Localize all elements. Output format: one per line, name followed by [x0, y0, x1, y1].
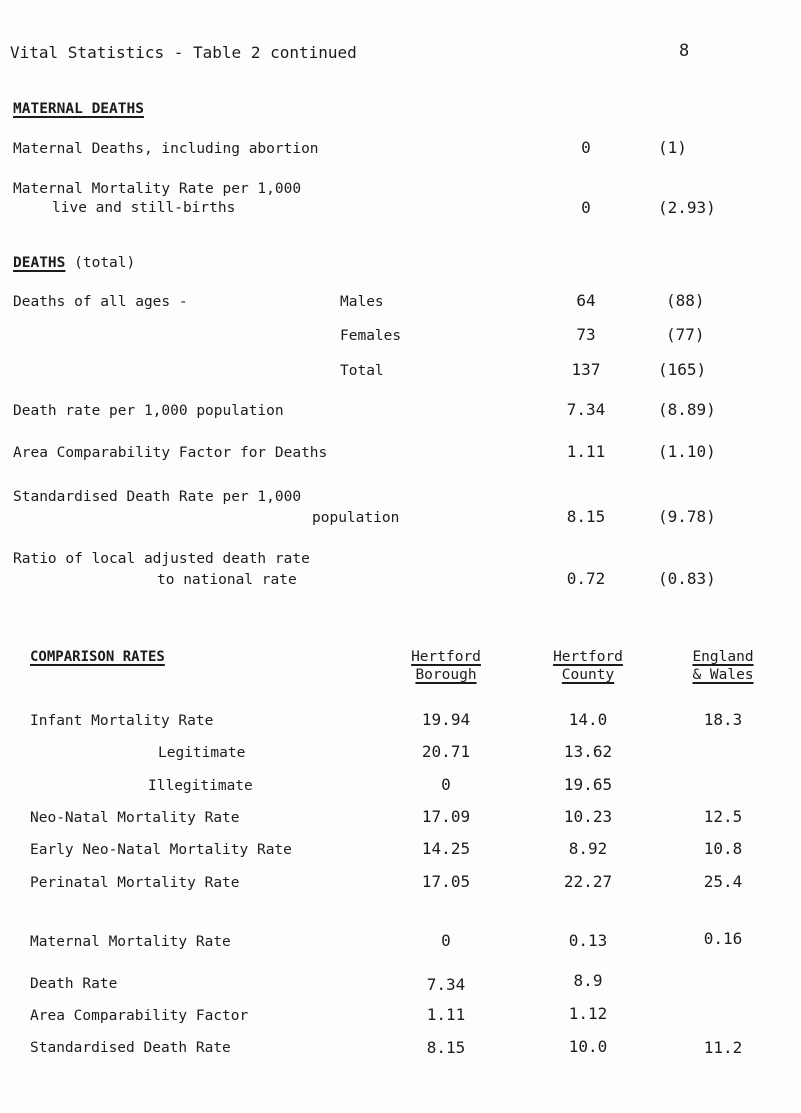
col-borough-line-1: Hertford: [411, 649, 481, 665]
table-cell-england: 10.8: [703, 839, 743, 858]
ratio-label-2: to national rate: [157, 572, 297, 588]
table-cell-borough: 7.34: [426, 975, 466, 994]
table-row-label: Death Rate: [30, 976, 118, 992]
acf-prev: (1.10): [658, 442, 716, 461]
deaths-heading-suffix: (total): [74, 255, 136, 271]
maternal-deaths-value: 0: [581, 138, 591, 157]
total-value: 137: [571, 360, 601, 379]
table-row-label: Neo-Natal Mortality Rate: [30, 810, 240, 826]
maternal-rate-label-1: Maternal Mortality Rate per 1,000: [13, 181, 302, 197]
table-row-label: Illegitimate: [148, 778, 253, 794]
table-row-label: Maternal Mortality Rate: [30, 934, 231, 950]
table-cell-county: 13.62: [563, 742, 613, 761]
sdr-label-2: population: [312, 510, 400, 526]
males-label: Males: [340, 294, 384, 310]
table-row-label: Legitimate: [158, 745, 246, 761]
ratio-prev: (0.83): [658, 569, 716, 588]
sdr-value: 8.15: [566, 507, 606, 526]
col-county-line-1: Hertford: [553, 649, 623, 665]
females-label: Females: [340, 328, 402, 344]
sdr-prev: (9.78): [658, 507, 716, 526]
table-cell-county: 22.27: [563, 872, 613, 891]
table-cell-borough: 19.94: [421, 710, 471, 729]
table-cell-borough: 0: [441, 931, 451, 950]
table-cell-borough: 14.25: [421, 839, 471, 858]
table-row-label: Early Neo-Natal Mortality Rate: [30, 842, 292, 858]
acf-label: Area Comparability Factor for Deaths: [13, 445, 328, 461]
table-cell-england: 25.4: [703, 872, 743, 891]
table-cell-county: 19.65: [563, 775, 613, 794]
table-cell-england: 12.5: [703, 807, 743, 826]
maternal-deaths-prev: (1): [658, 138, 687, 157]
total-label: Total: [340, 363, 384, 379]
table-cell-borough: 8.15: [426, 1038, 466, 1057]
females-prev: (77): [666, 325, 705, 344]
table-cell-county: 1.12: [568, 1004, 608, 1023]
death-rate-prev: (8.89): [658, 400, 716, 419]
table-cell-county: 8.92: [568, 839, 608, 858]
maternal-rate-label-2: live and still-births: [52, 200, 236, 216]
page-title: Vital Statistics - Table 2 continued: [10, 43, 357, 62]
maternal-deaths-heading: MATERNAL DEATHS: [13, 101, 144, 117]
table-cell-borough: 17.05: [421, 872, 471, 891]
table-row-label: Perinatal Mortality Rate: [30, 875, 240, 891]
table-cell-england: 18.3: [703, 710, 743, 729]
maternal-deaths-label: Maternal Deaths, including abortion: [13, 141, 319, 157]
acf-value: 1.11: [566, 442, 606, 461]
males-value: 64: [576, 291, 596, 310]
maternal-rate-value: 0: [581, 198, 591, 217]
table-row-label: Area Comparability Factor: [30, 1008, 249, 1024]
death-rate-label: Death rate per 1,000 population: [13, 403, 284, 419]
col-england-line-1: England: [692, 649, 754, 665]
deaths-all-ages-label: Deaths of all ages -: [13, 294, 188, 310]
table-cell-england: 0.16: [703, 929, 743, 948]
table-cell-county: 14.0: [568, 710, 608, 729]
col-borough-line-2: Borough: [415, 667, 477, 683]
table-cell-county: 0.13: [568, 931, 608, 950]
table-cell-county: 10.23: [563, 807, 613, 826]
table-cell-borough: 17.09: [421, 807, 471, 826]
sdr-label-1: Standardised Death Rate per 1,000: [13, 489, 302, 505]
page-number: 8: [679, 41, 690, 61]
ratio-label-1: Ratio of local adjusted death rate: [13, 551, 310, 567]
comparison-heading: COMPARISON RATES: [30, 649, 165, 665]
table-cell-england: 11.2: [703, 1038, 743, 1057]
table-row-label: Standardised Death Rate: [30, 1040, 231, 1056]
deaths-heading: DEATHS: [13, 255, 66, 271]
table-row-label: Infant Mortality Rate: [30, 713, 214, 729]
col-england-line-2: & Wales: [692, 667, 754, 683]
ratio-value: 0.72: [566, 569, 606, 588]
death-rate-value: 7.34: [566, 400, 606, 419]
table-cell-borough: 1.11: [426, 1005, 466, 1024]
total-prev: (165): [658, 360, 707, 379]
table-cell-county: 8.9: [573, 971, 603, 990]
maternal-rate-prev: (2.93): [658, 198, 716, 217]
table-cell-county: 10.0: [568, 1037, 608, 1056]
females-value: 73: [576, 325, 596, 344]
col-county-line-2: County: [561, 667, 615, 683]
males-prev: (88): [666, 291, 705, 310]
table-cell-borough: 20.71: [421, 742, 471, 761]
deaths-heading-group: [13, 256, 135, 271]
table-cell-borough: 0: [441, 775, 451, 794]
